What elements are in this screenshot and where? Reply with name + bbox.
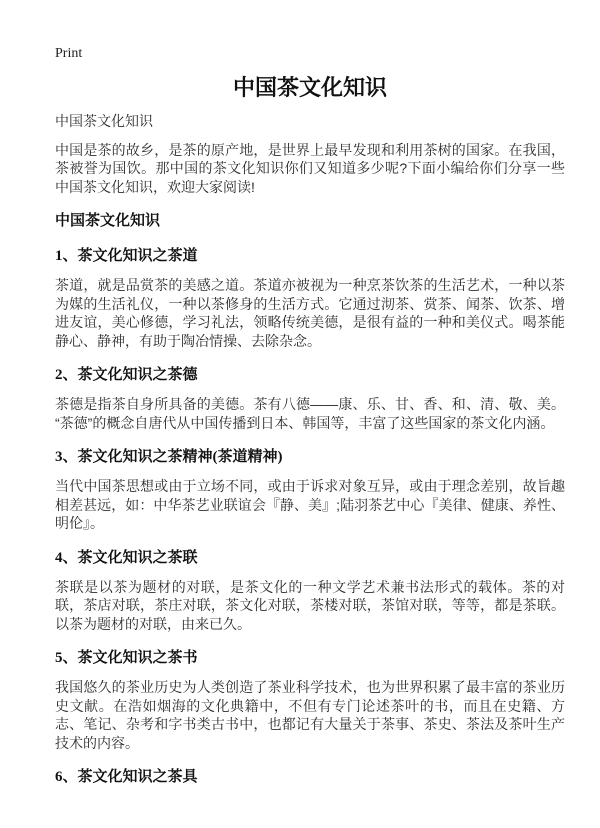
- article-section-heading: 中国茶文化知识: [55, 213, 161, 229]
- section-6-heading: 6、茶文化知识之茶具: [55, 769, 198, 785]
- section-1-heading: 1、茶文化知识之茶道: [55, 248, 198, 264]
- section-teabook: [55, 649, 565, 752]
- intro-paragraph: 中国是茶的故乡，是茶的原产地，是世界上最早发现和利用茶树的国家。在我国，茶被誉为国饮。那中国的茶文化知识你们又知道多少呢?下面小编给你们分享一些中国茶文化知识，欢迎大家阅读!: [55, 141, 565, 195]
- article-subtitle: 中国茶文化知识: [55, 113, 153, 129]
- section-1-body: 茶道，就是品赏茶的美感之道。茶道亦被视为一种烹茶饮茶的生活艺术，一种以茶为媒的生活礼仪，一种以茶修身的生活方式。它通过沏茶、赏茶、闻茶、饮茶、增进友谊，美心修德，学习礼法，领略传统美德，是很有益的一种和美仪式。喝茶能静心、静神，有助于陶冶情操、去除杂念。: [55, 277, 565, 349]
- section-3-body: 当代中国茶思想或由于立场不同，或由于诉求对象互异，或由于理念差别，故旨趣相差甚远，如：中华茶艺业联谊会『静、美』;陆羽茶艺中心『美律、健康、养性、明伦』。: [55, 478, 565, 531]
- section-teadao: [55, 247, 565, 350]
- section-2-body: 茶德是指茶自身所具备的美德。茶有八德——康、乐、甘、香、和、清、敬、美。“茶德”的概念自唐代从中国传播到日本、韩国等，丰富了这些国家的茶文化内涵。: [55, 396, 565, 431]
- page-title: 中国茶文化知识: [232, 75, 387, 100]
- section-5-body: 我国悠久的茶业历史为人类创造了茶业科学技术，也为世界积累了最丰富的茶业历史文献。在浩如烟海的文化典籍中，不但有专门论述茶叶的书，而且在史籍、方志、笔记、杂考和字书类古书中，也都记有大量关于茶事、茶史、茶法及茶叶生产技术的内容。: [55, 679, 565, 751]
- print-link[interactable]: Print: [55, 46, 83, 61]
- section-4-body: 茶联是以茶为题材的对联，是茶文化的一种文学艺术兼书法形式的载体。茶的对联，茶店对联，茶庄对联，茶文化对联，茶楼对联，茶馆对联，等等，都是茶联。以茶为题材的对联，由来已久。: [55, 578, 565, 632]
- section-5-heading: 5、茶文化知识之茶书: [55, 650, 198, 666]
- section-teaware: [55, 768, 565, 787]
- section-teade: [55, 366, 565, 432]
- section-tea-spirit: [55, 448, 565, 533]
- section-2-heading: 2、茶文化知识之茶德: [55, 367, 198, 383]
- section-3-heading: 3、茶文化知识之茶精神(茶道精神): [55, 449, 283, 465]
- section-4-heading: 4、茶文化知识之茶联: [55, 549, 198, 566]
- section-tealian: [55, 549, 565, 634]
